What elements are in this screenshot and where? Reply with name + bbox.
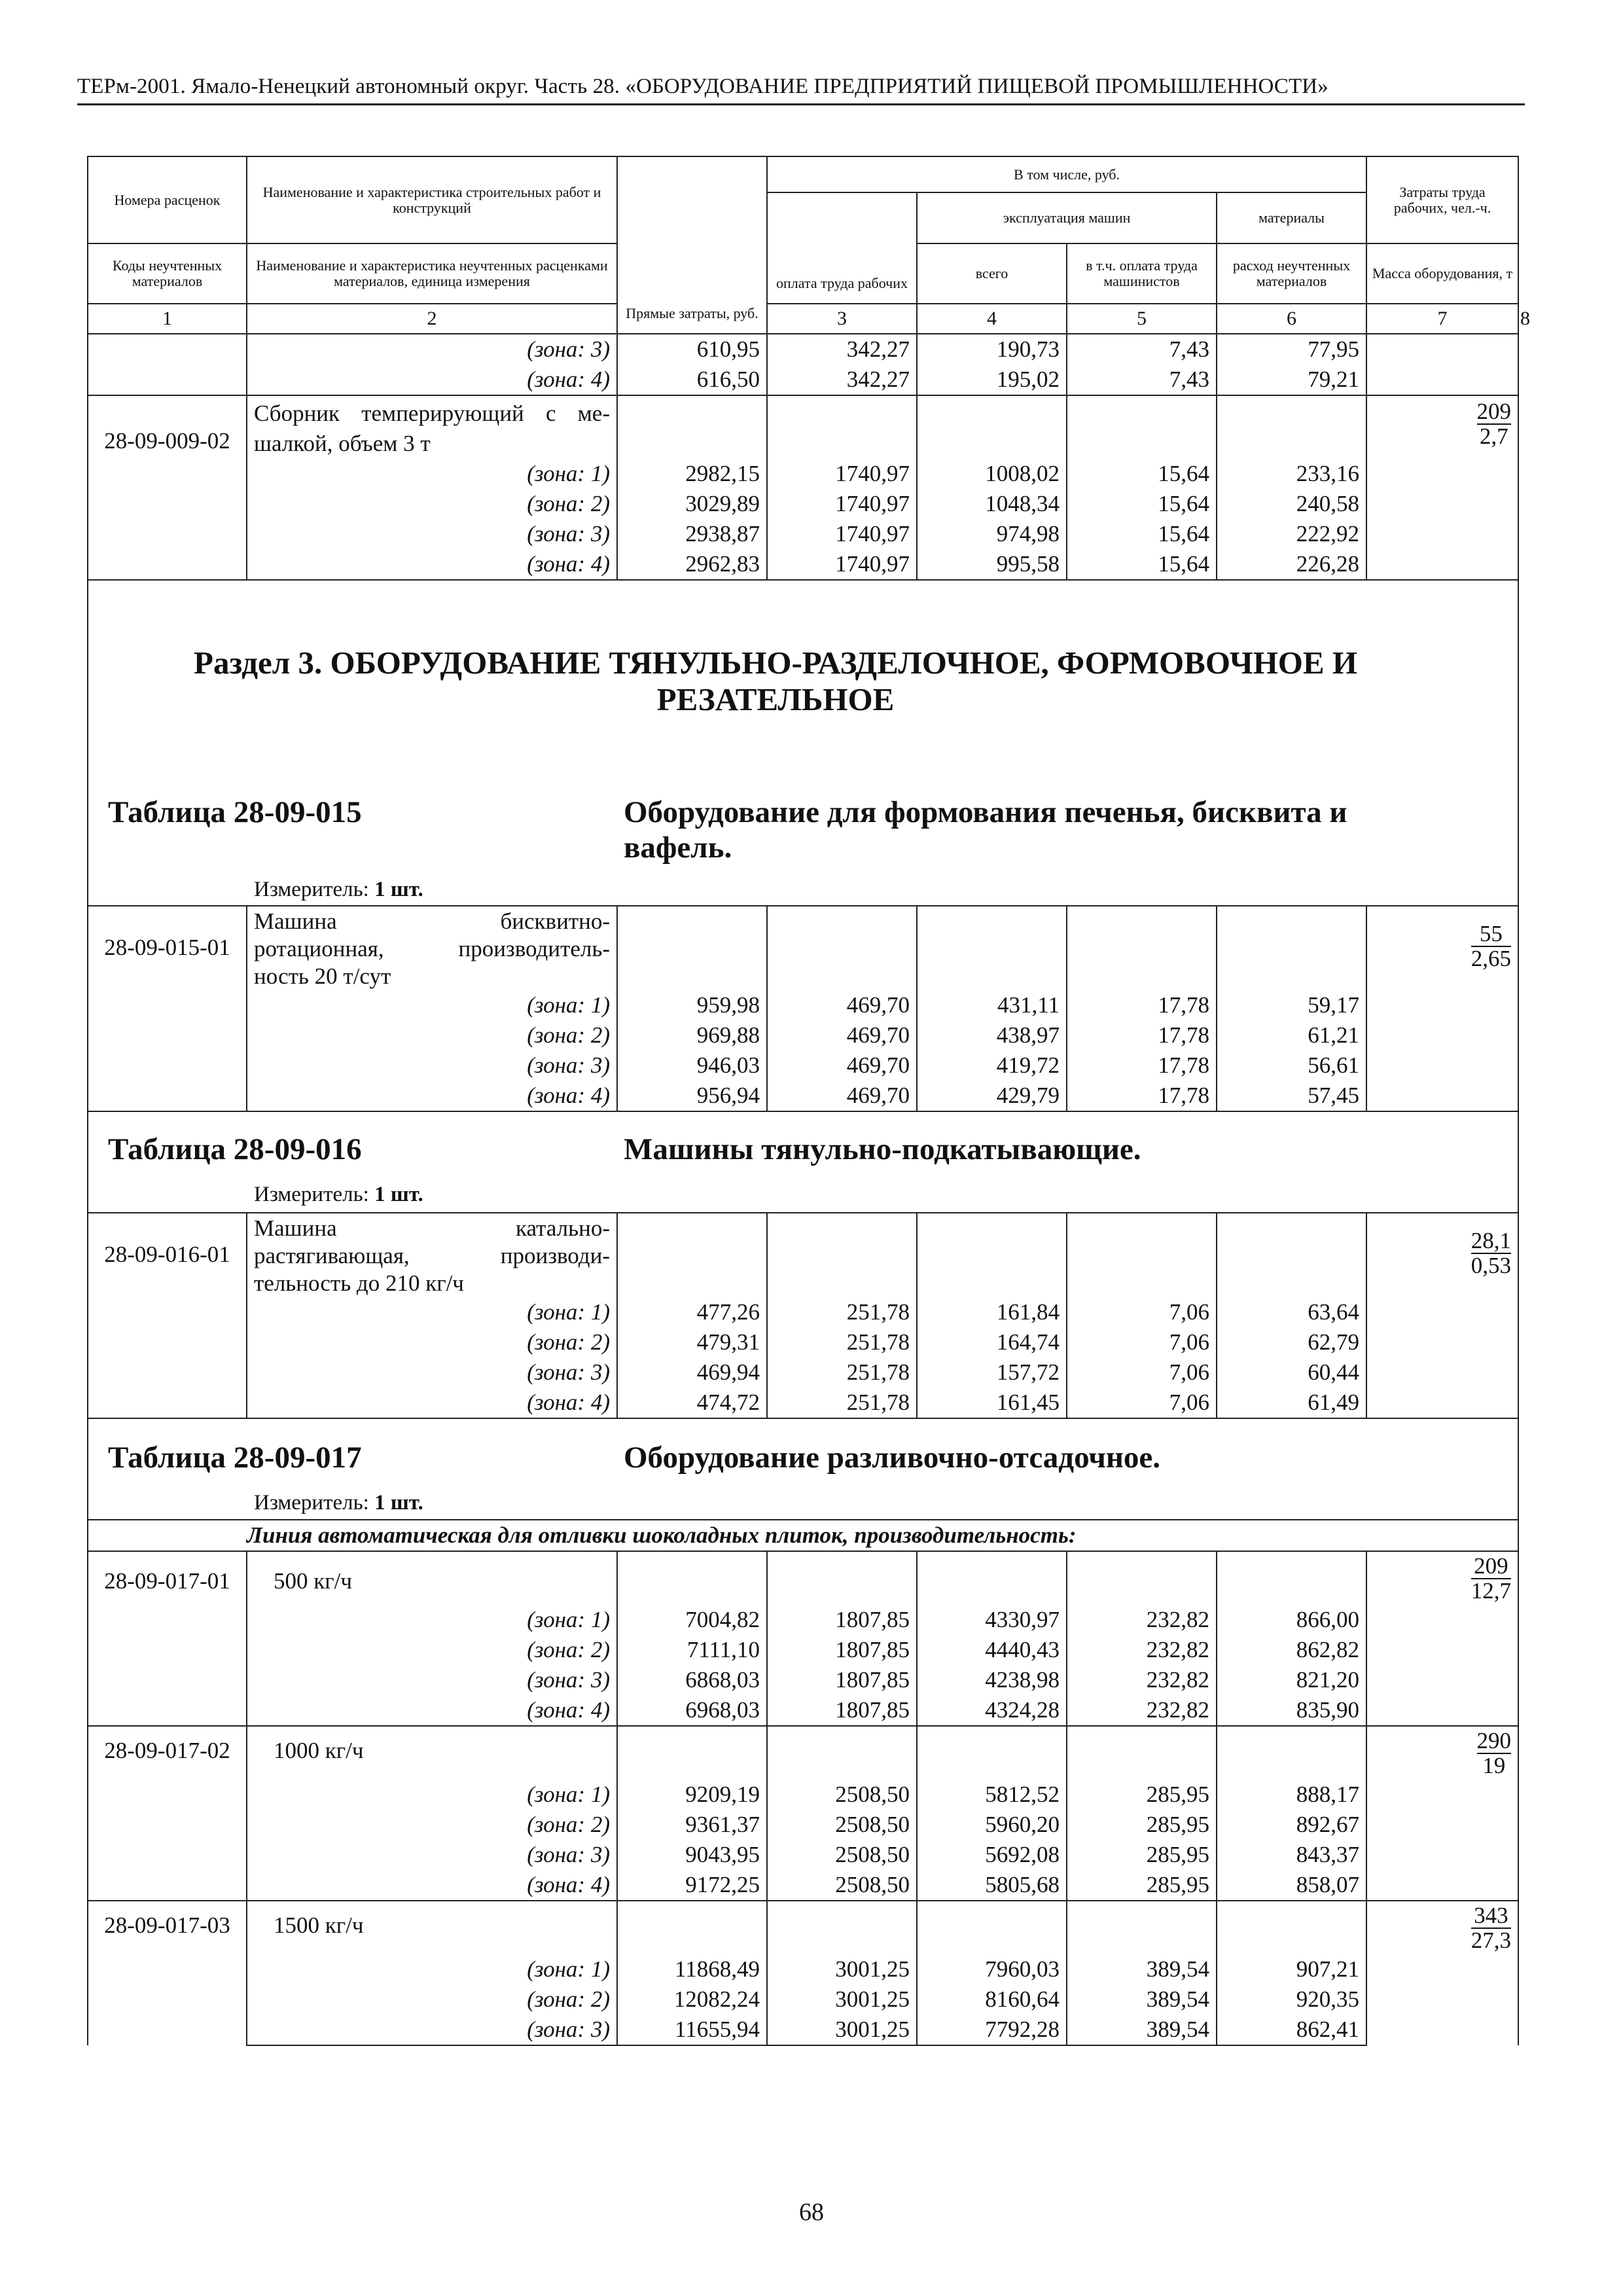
- table-row: [88, 1810, 1518, 1840]
- zone-label: (зона: 2): [247, 1020, 617, 1050]
- zone-label: (зона: 1): [247, 1297, 617, 1327]
- item-name: [247, 1551, 617, 1605]
- direct-cost: 12082,24: [617, 1984, 767, 2015]
- machines-total: 1008,02: [917, 459, 1067, 489]
- zone-label: (зона: 4): [247, 1695, 617, 1726]
- meter: [254, 1490, 423, 1516]
- table-row: [88, 2015, 1518, 2045]
- labor-mass-fraction: [1477, 1729, 1512, 1778]
- item-name: [247, 906, 617, 990]
- machinists-pay: 7,06: [1067, 1327, 1217, 1357]
- header-num: 4: [917, 304, 1067, 334]
- rate-code-text: 28-09-017-01: [104, 1568, 230, 1594]
- materials-cost: 862,41: [1217, 2015, 1366, 2045]
- header-machines: эксплуатация машин: [917, 192, 1217, 243]
- table-row: [88, 1020, 1518, 1050]
- table-row: [88, 1605, 1518, 1635]
- zone-label: (зона: 3): [247, 1840, 617, 1870]
- table-row: [88, 1388, 1518, 1418]
- machines-total: 161,84: [917, 1297, 1067, 1327]
- meter-value: 1 шт.: [374, 1183, 423, 1206]
- direct-cost: 2938,87: [617, 519, 767, 549]
- direct-cost: 610,95: [617, 334, 767, 365]
- section-cell: [88, 580, 1518, 906]
- zone-label: (зона: 2): [247, 1327, 617, 1357]
- labor-mass-fraction: [1471, 922, 1511, 971]
- table-row: [88, 1635, 1518, 1665]
- header-num: 2: [247, 304, 617, 334]
- machinists-pay: 232,82: [1067, 1665, 1217, 1695]
- item-name: [247, 1213, 617, 1297]
- header-col2-bottom: Наименование и характеристика неучтенных расценками материалов, единица измерения: [247, 243, 617, 304]
- zone-label: (зона: 3): [247, 1357, 617, 1388]
- machinists-pay: 285,95: [1067, 1840, 1217, 1870]
- materials-cost: 835,90: [1217, 1695, 1366, 1726]
- meter-value: 1 шт.: [374, 878, 423, 901]
- direct-cost: 9209,19: [617, 1780, 767, 1810]
- equipment-mass: 19: [1482, 1753, 1506, 1778]
- machinists-pay: 17,78: [1067, 1050, 1217, 1081]
- item-name-line: растягивающая, производи-: [254, 1243, 610, 1268]
- rate-code: [88, 1551, 247, 1726]
- table-row: [88, 990, 1518, 1020]
- table-row: [88, 365, 1518, 395]
- table-label: Таблица 28-09-016: [108, 1132, 362, 1166]
- zone-label: (зона: 2): [247, 1984, 617, 2015]
- zone-label: (зона: 4): [247, 365, 617, 395]
- item-name: [247, 395, 617, 459]
- header-col4: оплата труда рабочих: [767, 192, 917, 304]
- item-row: [88, 1901, 1518, 1954]
- header-incl: В том числе, руб.: [767, 156, 1366, 192]
- machines-total: 157,72: [917, 1357, 1067, 1388]
- machines-total: 7792,28: [917, 2015, 1067, 2045]
- labor-mass-cell: [1366, 334, 1518, 365]
- zone-label: (зона: 3): [247, 334, 617, 365]
- header-num: 7: [1366, 304, 1518, 334]
- direct-cost: 9043,95: [617, 1840, 767, 1870]
- table-row: [88, 459, 1518, 489]
- header-col5: всего: [917, 243, 1067, 304]
- labor-mass-fraction: [1477, 400, 1512, 448]
- machinists-pay: 7,43: [1067, 334, 1217, 365]
- machines-total: 195,02: [917, 365, 1067, 395]
- direct-cost: 11655,94: [617, 2015, 767, 2045]
- machinists-pay: 285,95: [1067, 1780, 1217, 1810]
- equipment-mass: 2,7: [1479, 423, 1508, 449]
- rates-table: [87, 156, 1531, 2046]
- materials-cost: 858,07: [1217, 1870, 1366, 1901]
- meter-label: Измеритель:: [254, 1183, 369, 1206]
- group-row: [88, 1520, 1518, 1551]
- machinists-pay: 7,06: [1067, 1357, 1217, 1388]
- materials-cost: 240,58: [1217, 489, 1366, 519]
- labor-pay: 251,78: [767, 1388, 917, 1418]
- equipment-mass: 27,3: [1471, 1928, 1512, 1953]
- direct-cost: 6968,03: [617, 1695, 767, 1726]
- labor-mass-fraction: [1471, 1904, 1511, 1952]
- table-row: [88, 1050, 1518, 1081]
- header-col1-bottom: Коды неучтенных материалов: [88, 243, 247, 304]
- machines-total: 4324,28: [917, 1695, 1067, 1726]
- section-row: [88, 580, 1518, 906]
- zone-label: (зона: 2): [247, 1810, 617, 1840]
- machines-total: 5812,52: [917, 1780, 1067, 1810]
- running-head: ТЕРм-2001. Ямало-Ненецкий автономный округ. Часть 28. «ОБОРУДОВАНИЕ ПРЕДПРИЯТИЙ ПИЩЕВОЙ ПРОМЫШЛЕННОСТИ»: [77, 71, 1525, 105]
- labor-hours: 209: [1471, 1554, 1511, 1579]
- table-label: Таблица 28-09-015: [108, 795, 362, 829]
- machinists-pay: 232,82: [1067, 1605, 1217, 1635]
- zone-label: (зона: 3): [247, 519, 617, 549]
- materials-cost: 61,49: [1217, 1388, 1366, 1418]
- labor-pay: 1740,97: [767, 549, 917, 580]
- table-row: [88, 1870, 1518, 1901]
- labor-pay: 1740,97: [767, 489, 917, 519]
- item-row: [88, 1726, 1518, 1780]
- rate-code: [88, 1901, 247, 2045]
- item-name-line: Машина катально-: [254, 1215, 610, 1241]
- materials-cost: 233,16: [1217, 459, 1366, 489]
- equipment-mass: 12,7: [1471, 1578, 1512, 1604]
- zone-label: (зона: 1): [247, 1780, 617, 1810]
- machines-total: 431,11: [917, 990, 1067, 1020]
- labor-pay: 469,70: [767, 990, 917, 1020]
- meter-label: Измеритель:: [254, 1491, 369, 1515]
- item-row: [88, 1213, 1518, 1297]
- header-num: 6: [1217, 304, 1366, 334]
- header-materials: материалы: [1217, 192, 1366, 243]
- materials-cost: 843,37: [1217, 1840, 1366, 1870]
- direct-cost: 11868,49: [617, 1954, 767, 1984]
- materials-cost: 77,95: [1217, 334, 1366, 365]
- labor-pay: 2508,50: [767, 1780, 917, 1810]
- machinists-pay: 285,95: [1067, 1870, 1217, 1901]
- materials-cost: 222,92: [1217, 519, 1366, 549]
- table-header-row: [88, 1418, 1518, 1520]
- machines-total: 190,73: [917, 334, 1067, 365]
- direct-cost: 3029,89: [617, 489, 767, 519]
- zone-label: (зона: 2): [247, 489, 617, 519]
- item-name-line: Машина бисквитно-: [254, 908, 610, 934]
- item-row: [88, 1551, 1518, 1605]
- table-row: [88, 1840, 1518, 1870]
- zone-label: (зона: 4): [247, 1388, 617, 1418]
- header-num: 3: [767, 304, 917, 334]
- item-name: [247, 1901, 617, 1954]
- direct-cost: 2962,83: [617, 549, 767, 580]
- labor-pay: 251,78: [767, 1327, 917, 1357]
- equipment-mass: 0,53: [1471, 1253, 1512, 1278]
- labor-mass-cell: [1366, 395, 1518, 580]
- zone-label: (зона: 3): [247, 1050, 617, 1081]
- labor-mass-cell: [1366, 1901, 1518, 2045]
- direct-cost: 477,26: [617, 1297, 767, 1327]
- table-row: [88, 1954, 1518, 1984]
- item-name-text: 1000 кг/ч: [274, 1738, 364, 1763]
- table-row: [88, 1984, 1518, 2015]
- machinists-pay: 7,06: [1067, 1388, 1217, 1418]
- materials-cost: 60,44: [1217, 1357, 1366, 1388]
- table-row: [88, 1780, 1518, 1810]
- direct-cost: 969,88: [617, 1020, 767, 1050]
- item-name-text: 500 кг/ч: [274, 1568, 352, 1594]
- machinists-pay: 389,54: [1067, 1984, 1217, 2015]
- rate-code-text: 28-09-016-01: [104, 1242, 230, 1267]
- section-title: [154, 645, 1397, 718]
- labor-pay: 2508,50: [767, 1870, 917, 1901]
- materials-cost: 79,21: [1217, 365, 1366, 395]
- machinists-pay: 7,06: [1067, 1297, 1217, 1327]
- labor-mass-fraction: [1471, 1554, 1511, 1603]
- direct-cost: 956,94: [617, 1081, 767, 1111]
- labor-pay: 469,70: [767, 1081, 917, 1111]
- zone-label: (зона: 2): [247, 1635, 617, 1665]
- machinists-pay: 232,82: [1067, 1695, 1217, 1726]
- item-name-line: шалкой, объем 3 т: [254, 431, 431, 456]
- labor-pay: 3001,25: [767, 1954, 917, 1984]
- header-col3: Прямые затраты, руб.: [617, 156, 767, 334]
- machines-total: 438,97: [917, 1020, 1067, 1050]
- item-name-line: ность 20 т/сут: [254, 963, 391, 989]
- table-row: [88, 549, 1518, 580]
- rate-code: [88, 1726, 247, 1901]
- page-number: 68: [799, 2198, 824, 2226]
- section-title-line: РЕЗАТЕЛЬНОЕ: [656, 681, 895, 717]
- materials-cost: 59,17: [1217, 990, 1366, 1020]
- header-col8-bottom: Масса оборудования, т: [1366, 243, 1518, 304]
- zone-label: (зона: 4): [247, 549, 617, 580]
- direct-cost: 474,72: [617, 1388, 767, 1418]
- machinists-pay: 7,43: [1067, 365, 1217, 395]
- rate-code-text: 28-09-015-01: [104, 935, 230, 960]
- machinists-pay: 15,64: [1067, 459, 1217, 489]
- direct-cost: 616,50: [617, 365, 767, 395]
- labor-pay: 1807,85: [767, 1695, 917, 1726]
- materials-cost: 63,64: [1217, 1297, 1366, 1327]
- item-name-text: 1500 кг/ч: [274, 1912, 364, 1938]
- materials-cost: 907,21: [1217, 1954, 1366, 1984]
- item-name: [247, 1726, 617, 1780]
- table-row: [88, 489, 1518, 519]
- code-cell: [88, 334, 247, 365]
- table-title-line: Оборудование для формования печенья, бисквита и: [624, 795, 1347, 829]
- machines-total: 5805,68: [917, 1870, 1067, 1901]
- labor-hours: 343: [1471, 1904, 1511, 1929]
- labor-pay: 3001,25: [767, 2015, 917, 2045]
- header-numbers-row: 1 2 3 4 5 6 7 8: [88, 304, 1518, 334]
- machines-total: 4330,97: [917, 1605, 1067, 1635]
- labor-pay: 251,78: [767, 1357, 917, 1388]
- zone-label: (зона: 3): [247, 1665, 617, 1695]
- labor-pay: 251,78: [767, 1297, 917, 1327]
- machinists-pay: 15,64: [1067, 489, 1217, 519]
- labor-pay: 1807,85: [767, 1665, 917, 1695]
- machinists-pay: 389,54: [1067, 1954, 1217, 1984]
- machines-total: 8160,64: [917, 1984, 1067, 2015]
- machines-total: 7960,03: [917, 1954, 1067, 1984]
- machinists-pay: 232,82: [1067, 1635, 1217, 1665]
- meter-label: Измеритель:: [254, 878, 369, 901]
- labor-hours: 28,1: [1471, 1228, 1512, 1253]
- rate-code: [88, 395, 247, 580]
- code-cell: [88, 365, 247, 395]
- table-label: Таблица 28-09-017: [108, 1441, 362, 1475]
- table-header-cell: [88, 1418, 1518, 1520]
- materials-cost: 866,00: [1217, 1605, 1366, 1635]
- header-col6: в т.ч. оплата труда машинистов: [1067, 243, 1217, 304]
- machines-total: 164,74: [917, 1327, 1067, 1357]
- machines-total: 429,79: [917, 1081, 1067, 1111]
- table-row: [88, 1695, 1518, 1726]
- direct-cost: 2982,15: [617, 459, 767, 489]
- table-row: [88, 334, 1518, 365]
- table-row: [88, 1357, 1518, 1388]
- labor-mass-cell: [1366, 1726, 1518, 1901]
- header-col8-top: Затраты труда рабочих, чел.-ч.: [1366, 156, 1518, 243]
- rate-code: [88, 1213, 247, 1418]
- materials-cost: 226,28: [1217, 549, 1366, 580]
- direct-cost: 946,03: [617, 1050, 767, 1081]
- materials-cost: 62,79: [1217, 1327, 1366, 1357]
- zone-label: (зона: 3): [247, 2015, 617, 2045]
- item-row: [88, 395, 1518, 459]
- direct-cost: 9172,25: [617, 1870, 767, 1901]
- labor-pay: 1807,85: [767, 1605, 917, 1635]
- materials-cost: 888,17: [1217, 1780, 1366, 1810]
- table-title-line: вафель.: [624, 831, 732, 865]
- labor-hours: 290: [1476, 1728, 1512, 1753]
- machines-total: 419,72: [917, 1050, 1067, 1081]
- table-title: Оборудование разливочно-отсадочное.: [624, 1441, 1161, 1475]
- machines-total: 974,98: [917, 519, 1067, 549]
- header-num: 5: [1067, 304, 1217, 334]
- table-header-row: [88, 1111, 1518, 1213]
- direct-cost: 469,94: [617, 1357, 767, 1388]
- labor-mass-cell: [1366, 365, 1518, 395]
- direct-cost: 479,31: [617, 1327, 767, 1357]
- rate-code: [88, 906, 247, 1111]
- labor-hours: 209: [1476, 399, 1512, 424]
- machinists-pay: 17,78: [1067, 1020, 1217, 1050]
- labor-pay: 2508,50: [767, 1840, 917, 1870]
- labor-pay: 342,27: [767, 365, 917, 395]
- labor-mass-cell: [1366, 1551, 1518, 1726]
- meter-value: 1 шт.: [374, 1491, 423, 1515]
- direct-cost: 959,98: [617, 990, 767, 1020]
- zone-label: (зона: 1): [247, 1954, 617, 1984]
- header-num: 1: [88, 304, 247, 334]
- header-col1-top: Номера расценок: [88, 156, 247, 243]
- table-title: [624, 795, 1494, 865]
- item-name-line: Сборник темперирующий с ме-: [254, 401, 610, 426]
- labor-pay: 469,70: [767, 1020, 917, 1050]
- group-title-text: Линия автоматическая для отливки шоколадных плиток, производительность:: [247, 1522, 1077, 1548]
- table-title: Машины тянульно-подкатывающие.: [624, 1132, 1141, 1166]
- item-name-line: тельность до 210 кг/ч: [254, 1270, 464, 1296]
- machines-total: 4440,43: [917, 1635, 1067, 1665]
- labor-pay: 2508,50: [767, 1810, 917, 1840]
- table-row: [88, 1665, 1518, 1695]
- header-row-1: [88, 156, 1518, 192]
- machines-total: 1048,34: [917, 489, 1067, 519]
- item-name-line: ротационная, производитель-: [254, 936, 610, 961]
- item-row: [88, 906, 1518, 990]
- machinists-pay: 389,54: [1067, 2015, 1217, 2045]
- materials-cost: 57,45: [1217, 1081, 1366, 1111]
- labor-mass-cell: [1366, 906, 1518, 1111]
- table-row: [88, 1297, 1518, 1327]
- machines-total: 5960,20: [917, 1810, 1067, 1840]
- labor-pay: 342,27: [767, 334, 917, 365]
- group-title: [247, 1520, 1518, 1551]
- machinists-pay: 17,78: [1067, 1081, 1217, 1111]
- zone-label: (зона: 1): [247, 459, 617, 489]
- table-row: [88, 1081, 1518, 1111]
- machines-total: 161,45: [917, 1388, 1067, 1418]
- machines-total: 995,58: [917, 549, 1067, 580]
- labor-pay: 3001,25: [767, 1984, 917, 2015]
- machinists-pay: 15,64: [1067, 549, 1217, 580]
- materials-cost: 56,61: [1217, 1050, 1366, 1081]
- header-col2-top: Наименование и характеристика строительных работ и конструкций: [247, 156, 617, 243]
- labor-hours: 55: [1471, 922, 1511, 947]
- machinists-pay: 285,95: [1067, 1810, 1217, 1840]
- labor-pay: 1807,85: [767, 1635, 917, 1665]
- machines-total: 5692,08: [917, 1840, 1067, 1870]
- rate-code-text: 28-09-017-03: [104, 1912, 230, 1938]
- zone-label: (зона: 4): [247, 1081, 617, 1111]
- table-header-cell: [88, 1111, 1518, 1213]
- meter: [254, 876, 423, 903]
- rate-code-text: 28-09-009-02: [104, 428, 230, 454]
- header-col7: расход неучтенных материалов: [1217, 243, 1366, 304]
- meter: [254, 1181, 423, 1208]
- table-row: [88, 1327, 1518, 1357]
- direct-cost: 7004,82: [617, 1605, 767, 1635]
- table-row: [88, 519, 1518, 549]
- equipment-mass: 2,65: [1471, 946, 1512, 971]
- materials-cost: 61,21: [1217, 1020, 1366, 1050]
- materials-cost: 821,20: [1217, 1665, 1366, 1695]
- direct-cost: 9361,37: [617, 1810, 767, 1840]
- machines-total: 4238,98: [917, 1665, 1067, 1695]
- direct-cost: 7111,10: [617, 1635, 767, 1665]
- zone-label: (зона: 4): [247, 1870, 617, 1901]
- zone-label: (зона: 1): [247, 990, 617, 1020]
- materials-cost: 862,82: [1217, 1635, 1366, 1665]
- labor-pay: 469,70: [767, 1050, 917, 1081]
- materials-cost: 920,35: [1217, 1984, 1366, 2015]
- rate-code-text: 28-09-017-02: [104, 1738, 230, 1763]
- labor-pay: 1740,97: [767, 459, 917, 489]
- labor-mass-cell: [1366, 1213, 1518, 1418]
- machinists-pay: 15,64: [1067, 519, 1217, 549]
- section-title-line: Раздел 3. ОБОРУДОВАНИЕ ТЯНУЛЬНО-РАЗДЕЛОЧНОЕ, ФОРМОВОЧНОЕ И: [194, 645, 1357, 681]
- labor-mass-fraction: [1471, 1229, 1511, 1278]
- direct-cost: 6868,03: [617, 1665, 767, 1695]
- machinists-pay: 17,78: [1067, 990, 1217, 1020]
- zone-label: (зона: 1): [247, 1605, 617, 1635]
- materials-cost: 892,67: [1217, 1810, 1366, 1840]
- labor-pay: 1740,97: [767, 519, 917, 549]
